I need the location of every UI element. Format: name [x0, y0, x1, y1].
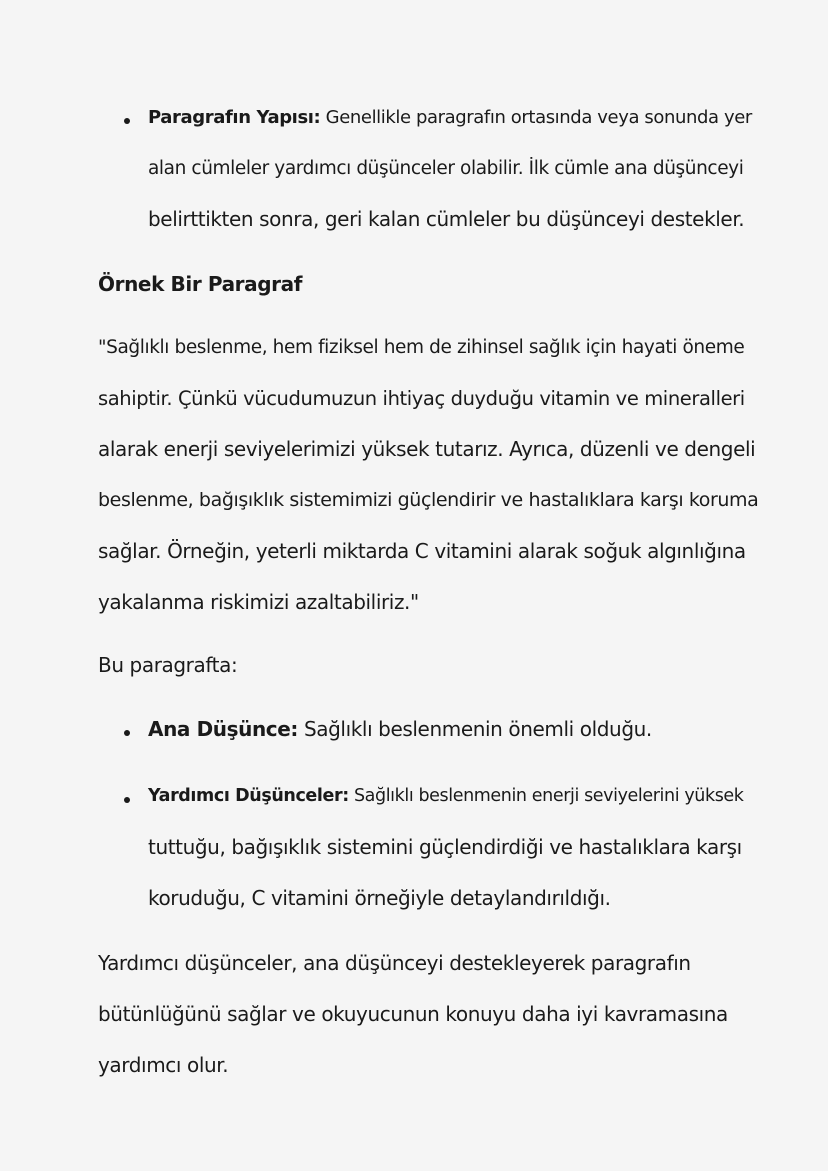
example-line-6: yakalanma riskimizi azaltabiliriz.": [98, 590, 419, 614]
section-heading: Örnek Bir Paragraf: [98, 272, 303, 296]
example-line-4: beslenme, bağışıklık sistemimizi güçlendirir ve hastalıklara karşı koruma: [98, 489, 759, 511]
bullet-structure-line-1: [148, 92, 752, 143]
bullet-supporting-text: Sağlıklı beslenmenin enerji seviyelerini yüksek: [348, 786, 744, 806]
example-line-2: sahiptir. Çünkü vücudumuzun ihtiyaç duyduğu vitamin ve mineralleri: [98, 387, 745, 410]
example-line-3: alarak enerji seviyelerimizi yüksek tutarız. Ayrıca, düzenli ve dengeli: [98, 437, 756, 461]
example-line-5: sağlar. Örneğin, yeterli miktarda C vitamini alarak soğuk algınlığına: [98, 539, 746, 563]
bullet-main-idea-text: Sağlıklı beslenmenin önemli olduğu.: [298, 717, 652, 741]
bullet-supporting-line-2: tuttuğu, bağışıklık sistemini güçlendirdiği ve hastalıklara karşı: [148, 835, 742, 859]
bullet-supporting-label: Yardımcı Düşünceler:: [148, 786, 349, 806]
bullet-main-idea: [148, 704, 652, 755]
conclusion-line-1: Yardımcı düşünceler, ana düşünceyi destekleyerek paragrafın: [98, 951, 691, 975]
bullet-supporting-line-1: [148, 771, 744, 822]
bullet-marker: [124, 730, 130, 736]
bullet-structure-line-2: alan cümleler yardımcı düşünceler olabilir. İlk cümle ana düşünceyi: [148, 158, 744, 179]
bullet-marker: [124, 118, 130, 124]
bullet-supporting-line-3: koruduğu, C vitamini örneğiyle detaylandırıldığı.: [148, 886, 611, 910]
conclusion-line-2: bütünlüğünü sağlar ve okuyucunun konuyu daha iyi kavramasına: [98, 1002, 728, 1026]
bullet-structure-label: Paragrafın Yapısı:: [148, 107, 321, 128]
analysis-intro: Bu paragrafta:: [98, 653, 238, 677]
bullet-main-idea-label: Ana Düşünce:: [148, 717, 299, 741]
bullet-structure-line-3: belirttikten sonra, geri kalan cümleler bu düşünceyi destekler.: [148, 207, 745, 231]
conclusion-line-3: yardımcı olur.: [98, 1053, 229, 1077]
bullet-marker: [124, 797, 130, 803]
example-line-1: "Sağlıklı beslenme, hem fiziksel hem de zihinsel sağlık için hayati öneme: [98, 337, 745, 358]
bullet-structure-text: Genellikle paragrafın ortasında veya sonunda yer: [320, 107, 752, 128]
